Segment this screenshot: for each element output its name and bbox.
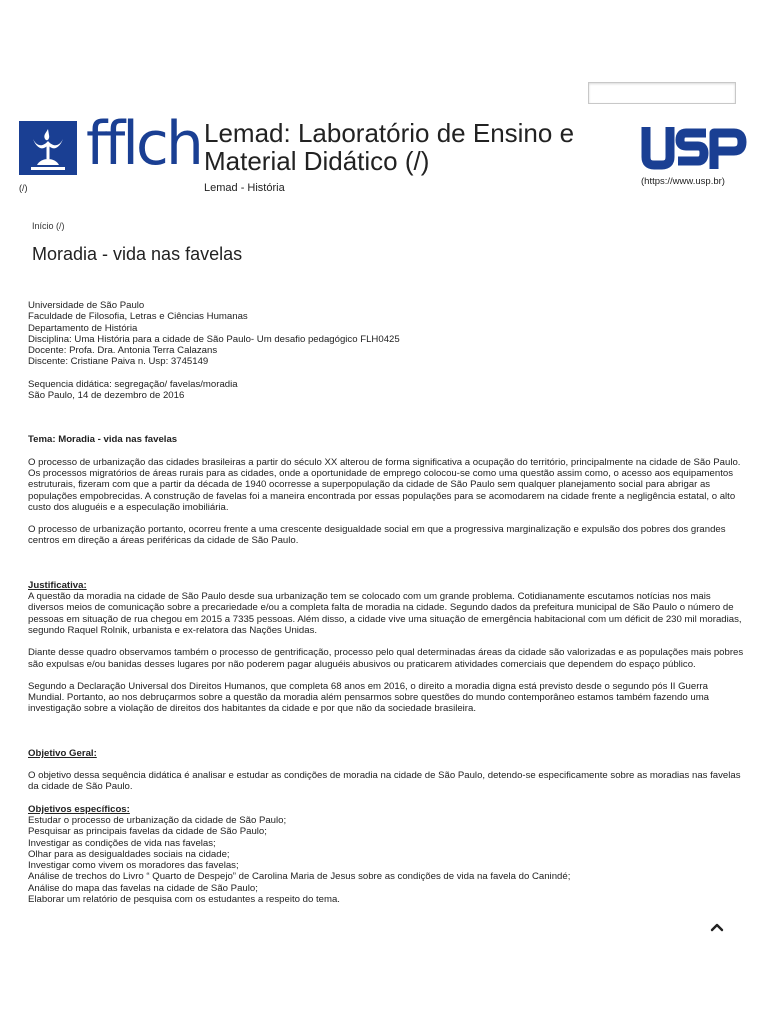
intro-line: Departamento de História [28,322,138,334]
objetivo-item: Olhar para as desigualdades sociais na cidade; [28,848,230,860]
tema-paragraph: O processo de urbanização portanto, ocorreu frente a uma crescente desigualdade social em que a progressiva marginalização e expulsão dos pobres dos grandes centros em direção a áreas periféricas da cidade de São Paulo. [28,524,726,547]
intro-line: Universidade de São Paulo [28,300,145,311]
objetivo-item: Análise de trechos do Livro “ Quarto de Despejo” de Carolina Maria de Jesus sobre as condições de vida na favela do Canindé; [28,871,571,883]
intro-line: Docente: Profa. Dra. Antonia Terra Calazans [28,345,218,357]
objetivos-especificos-heading: Objetivos específicos: [28,803,130,815]
justificativa-paragraph: A questão da moradia na cidade de São Paulo desde sua urbanização tem se colocado com um grande problema. Cotidianamente escutamos notícias nos mais diversos meios de comunicação sobre a precariedade e/ou a completa falta de moradia na cidade. Segundo dados da prefeitura municipal de São Paulo o número de pessoas em situação de rua chegou em 2015 a 7335 pessoas. Além disso, a cidade vive uma situação de emergência habitacional com um déficit de 230 mil moradias, segundo Raquel Rolnik, urbanista e ex-relatora das Nações Unidas. [28,591,742,636]
site-subtitle[interactable]: Lemad - História [204,182,285,194]
objetivo-item: Análise do mapa das favelas na cidade de São Paulo; [28,882,258,894]
objetivo-item: Estudar o processo de urbanização da cidade de São Paulo; [28,814,287,826]
tema-heading: Tema: Moradia - vida nas favelas [28,434,178,446]
objetivo-item: Investigar como vivem os moradores das favelas; [28,860,239,872]
page-title: Moradia - vida nas favelas [32,244,243,264]
site-title[interactable]: Lemad: Laboratório de Ensino e Material Didático (/) [204,118,575,176]
objetivo-geral-text: O objetivo dessa sequência didática é analisar e estudar as condições de moradia na cidade de São Paulo, detendo-se especificamente sobre as moradias nas favelas da cidade de São Paulo. [28,770,741,793]
objetivo-item: Pesquisar as principais favelas da cidade de São Paulo; [28,826,267,838]
sequence-line: São Paulo, 14 de dezembro de 2016 [28,390,185,402]
intro-line: Disciplina: Uma História para a cidade de São Paulo- Um desafio pedagógico FLH0425 [28,333,400,345]
intro-line: Faculdade de Filosofia, Letras e Ciências Humanas [28,311,248,323]
objetivo-item: Elaborar um relatório de pesquisa com os estudantes a respeito do tema. [28,893,340,905]
search-input[interactable] [588,82,736,104]
article-body [28,300,744,905]
usp-logo[interactable] [640,125,750,171]
tema-paragraph: O processo de urbanização das cidades brasileiras a partir do século XX alterou de forma significativa a ocupação do território, principalmente na cidade de São Paulo. Os processos migratórios de áreas rurais para as cidades, onde a oportunidade de emprego colocou-se como uma questão assim como, o acesso aos equipamentos estruturais, fizeram com que a partir da década de 1940 ocorresse a superpopulação da cidade de São Paulo sem qualquer planejamento social para abrigar as populações empobrecidas. A construção de favelas foi a maneira encontrada por essas populações para se acomodarem na cidade frente a negligência estatal, o alto custo dos aluguéis e a especulação imobiliária. [28,456,741,513]
objetivo-item: Investigar as condições de vida nas favelas; [28,837,216,849]
justificativa-heading: Justificativa: [28,579,87,591]
usp-link[interactable]: (https://www.usp.br) [641,176,725,187]
fflch-wordmark: fflch [86,109,201,179]
sequence-line: Sequencia didática: segregação/ favelas/moradia [28,378,238,390]
justificativa-paragraph: Diante desse quadro observamos também o processo de gentrificação, processo pelo qual determinadas áreas da cidade são valorizadas e as populações mais pobres são expulsas e/ou banidas desses lugares por não poderem pagar aluguéis abusivos ou praticarem atividades comerciais que dependem do espaço público. [28,647,744,670]
logo-home-link[interactable]: (/) [19,183,28,193]
objetivo-geral-heading: Objetivo Geral: [28,747,97,759]
intro-line: Discente: Cristiane Paiva n. Usp: 3745149 [28,356,209,368]
justificativa-paragraph: Segundo a Declaração Universal dos Direitos Humanos, que completa 68 anos em 2016, o direito a moradia digna está previsto desde o segundo pós II Guerra Mundial. Portanto, ao nos debruçarmos sobre a questão da moradia além pensarmos sobre questões do mundo contemporâneo estamos também fazendo uma investigação sobre a violação de direitos dos habitantes da cidade e por que não da sociedade brasileira. [28,680,710,715]
chevron-up-icon[interactable] [710,921,724,933]
breadcrumb[interactable]: Início (/) [32,221,65,231]
